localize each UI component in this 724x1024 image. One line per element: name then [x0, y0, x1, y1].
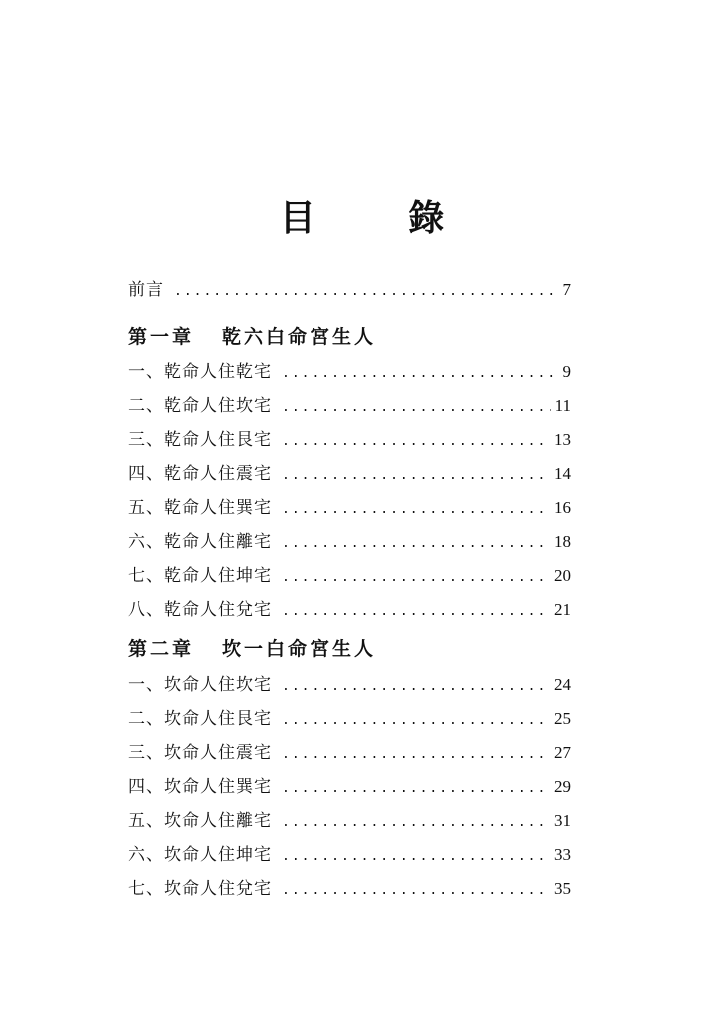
toc-entry-page: 16 — [554, 498, 571, 517]
toc-entry-page: 33 — [554, 845, 571, 864]
toc-entry-page: 14 — [554, 464, 571, 483]
dot-leader — [282, 391, 551, 425]
chapter-title: 坎一白命宮生人 — [222, 638, 377, 660]
toc-entry[interactable] — [128, 804, 571, 838]
toc-entry-label: 六、坎命人住坤宅 — [128, 845, 272, 865]
toc-entry-label: 五、坎命人住離宅 — [128, 811, 272, 831]
dot-leader — [282, 738, 550, 772]
chapter-number: 第二章 — [128, 638, 195, 660]
toc-entry-label: 二、坎命人住艮宅 — [128, 709, 272, 729]
toc-entry-label: 七、坎命人住兌宅 — [128, 879, 272, 899]
dot-leader — [174, 275, 559, 309]
dot-leader — [282, 772, 550, 806]
toc-entry-page: 31 — [554, 811, 571, 830]
toc-entry[interactable] — [128, 559, 571, 593]
dot-leader — [282, 459, 550, 493]
toc-preface — [128, 273, 571, 307]
page-title: 目 錄 — [279, 197, 485, 239]
dot-leader — [282, 493, 550, 527]
dot-leader — [282, 357, 559, 391]
toc-entry-label: 二、乾命人住坎宅 — [128, 396, 272, 416]
chapter-heading[interactable] — [128, 319, 571, 355]
toc-entry-label: 八、乾命人住兌宅 — [128, 600, 272, 620]
toc-entry[interactable] — [128, 389, 571, 423]
toc-entry[interactable] — [128, 668, 571, 702]
dot-leader — [282, 670, 550, 704]
toc-entry-label: 一、乾命人住乾宅 — [128, 362, 272, 382]
dot-leader — [282, 840, 550, 874]
chapter-heading[interactable] — [128, 631, 571, 667]
toc-entry-page: 29 — [554, 777, 571, 796]
toc-entry-page: 24 — [554, 675, 571, 694]
toc-entry-label: 五、乾命人住巽宅 — [128, 498, 272, 518]
dot-leader — [282, 874, 550, 908]
toc-entry-label: 六、乾命人住離宅 — [128, 532, 272, 552]
toc-entry-page: 27 — [554, 743, 571, 762]
toc-entry-label: 三、乾命人住艮宅 — [128, 430, 272, 450]
toc-entry-label: 一、坎命人住坎宅 — [128, 675, 272, 695]
dot-leader — [282, 527, 550, 561]
toc-entry-page: 9 — [562, 362, 571, 381]
chapter-number: 第一章 — [128, 326, 195, 348]
toc-entry-page: 21 — [554, 600, 571, 619]
toc-entry-page: 35 — [554, 879, 571, 898]
toc-chapter-2 — [128, 631, 571, 667]
toc-entry-label: 四、坎命人住巽宅 — [128, 777, 272, 797]
toc-entry[interactable] — [128, 457, 571, 491]
toc-entry[interactable] — [128, 736, 571, 770]
toc-entry-label: 三、坎命人住震宅 — [128, 743, 272, 763]
toc-chapter-2-entries — [128, 668, 571, 906]
toc-entry[interactable] — [128, 491, 571, 525]
toc-entry-label: 七、乾命人住坤宅 — [128, 566, 272, 586]
toc-entry-page: 18 — [554, 532, 571, 551]
toc-entry-label: 前言 — [128, 280, 164, 300]
toc-entry-label: 四、乾命人住震宅 — [128, 464, 272, 484]
toc-entry[interactable] — [128, 355, 571, 389]
toc-entry[interactable] — [128, 838, 571, 872]
dot-leader — [282, 561, 550, 595]
toc-entry[interactable] — [128, 593, 571, 627]
toc-entry-page: 11 — [554, 396, 571, 415]
chapter-title: 乾六白命宮生人 — [222, 326, 377, 348]
dot-leader — [282, 595, 550, 629]
toc-entry-preface[interactable] — [128, 273, 571, 307]
toc-entry[interactable] — [128, 770, 571, 804]
toc-entry[interactable] — [128, 872, 571, 906]
toc-entry[interactable] — [128, 423, 571, 457]
dot-leader — [282, 425, 550, 459]
toc-entry[interactable] — [128, 525, 571, 559]
toc-chapter-1 — [128, 319, 571, 355]
dot-leader — [282, 704, 550, 738]
toc-entry-page: 13 — [554, 430, 571, 449]
toc-entry-page: 20 — [554, 566, 571, 585]
toc-entry-page: 7 — [562, 280, 571, 299]
toc-entry[interactable] — [128, 702, 571, 736]
dot-leader — [282, 806, 550, 840]
toc-entry-page: 25 — [554, 709, 571, 728]
toc-chapter-1-entries — [128, 355, 571, 627]
